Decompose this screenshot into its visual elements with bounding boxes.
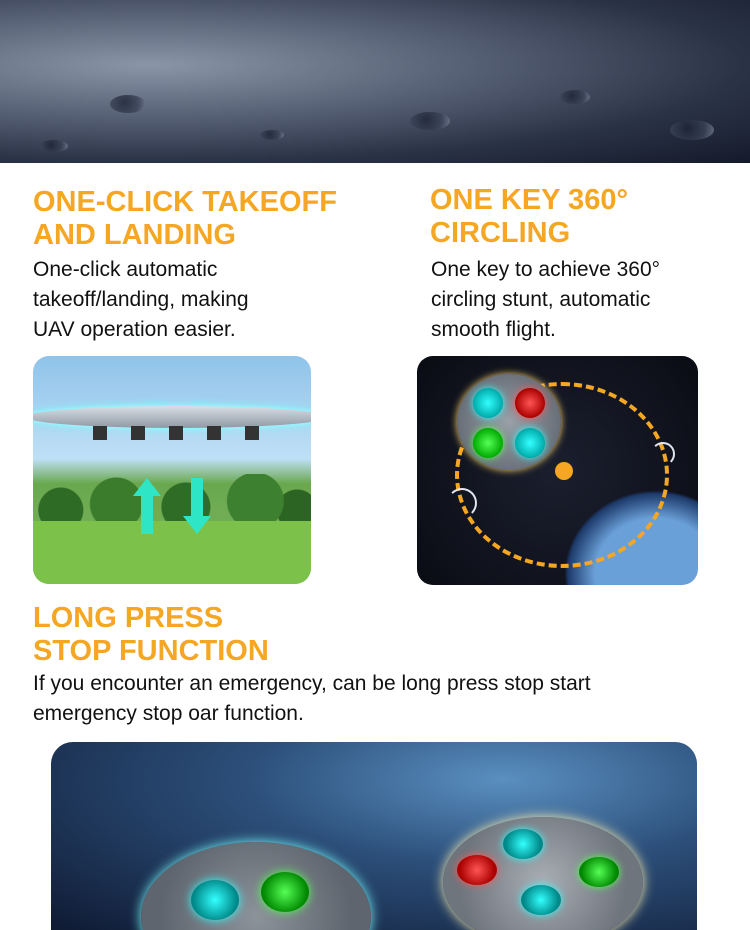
drone-motors — [93, 426, 283, 440]
up-arrow-icon — [133, 478, 161, 534]
orbit-center — [555, 462, 573, 480]
circling-heading: ONE KEY 360° CIRCLING — [430, 184, 629, 249]
stop-function-description: If you encounter an emergency, can be long press stop start emergency stop oar function. — [33, 672, 591, 725]
stop-function-image — [51, 742, 697, 930]
circling-image — [417, 356, 698, 585]
drone — [141, 842, 371, 930]
moon-surface-banner — [0, 0, 750, 163]
crescent-moon — [447, 488, 477, 518]
drone — [457, 374, 561, 470]
takeoff-landing-heading: ONE-CLICK TAKEOFF AND LANDING — [33, 186, 337, 251]
circling-description: One key to achieve 360° circling stunt, automatic smooth flight. — [431, 258, 661, 341]
drone — [33, 406, 311, 428]
takeoff-landing-image — [33, 356, 311, 584]
crescent-moon — [651, 442, 675, 466]
down-arrow-icon — [183, 478, 211, 534]
lawn — [33, 521, 311, 584]
takeoff-landing-description: One-click automatic takeoff/landing, making UAV operation easier. — [33, 258, 249, 341]
stop-function-heading: LONG PRESS STOP FUNCTION — [33, 602, 269, 667]
drone — [443, 817, 643, 930]
